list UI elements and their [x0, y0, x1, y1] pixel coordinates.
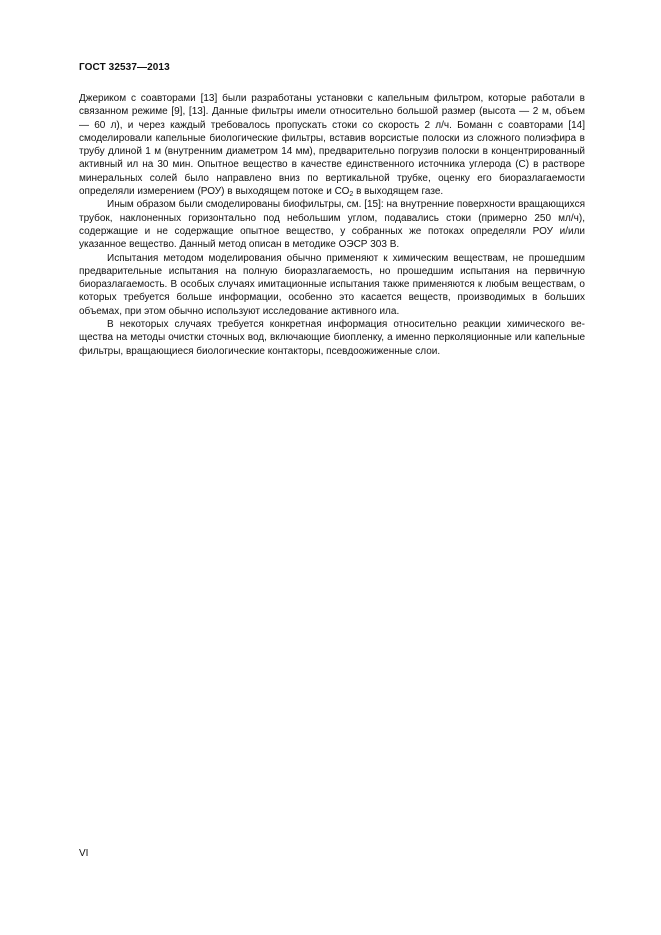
- paragraph-2-text: Иным образом были смоделированы биофильтры, см. [15]: на внутренние поверхности вращающихся трубок, наклоненных горизонтально под небольшим углом, подавались стоки (примерно 250 мл/ч), содержащие и не содержащие опытное вещество, у собранных же потоках определяли РОУ и/или указанное вещество. Данный метод описан в методике ОЭСР 303 В.: [79, 199, 585, 251]
- main-text: [79, 92, 585, 358]
- paragraph-1: [79, 92, 585, 198]
- paragraph-4: [79, 318, 585, 358]
- paragraph-2: [79, 198, 585, 251]
- paragraph-1-tail: в выходящем газе.: [353, 186, 444, 198]
- document-header: [79, 62, 170, 73]
- paragraph-1-text: Джериком с соавторами [13] были разработаны установки с капельным фильтром, которые работали в связанном режиме [9], [13]. Данные фильтры имели относительно большой размер (высота — 2 м, объем — 60 л), и через каждый требовалось пропускать стоки со скорость 2 л/ч. Боманн с соавторами [14] смоделировали капельные биологические фильтры, вставив ворсистые полоски из сложного полиэфира в трубу длиной 1 м (внутренним диаметром 14 мм), предварительно погрузив полоски в концентрированный активный ил на 30 мин. Опытное вещество в качестве единственного источника углерода (С) в растворе минеральных солей было направлено вниз по вертикальной трубке, оценку его биоразлагаемости определяли измерением (РОУ) в выходящем потоке и СО: [79, 93, 585, 198]
- page-footer: [79, 848, 88, 859]
- paragraph-4-text: В некоторых случаях требуется конкретная информация относительно реакции химического вещества на методы очистки сточных вод, включающие биопленку, а именно перколяционные или капельные фильтры, вращающиеся биологические контакторы, псевдоожиженные слои.: [79, 319, 585, 357]
- paragraph-3: [79, 252, 585, 318]
- standard-code: ГОСТ 32537—2013: [79, 62, 170, 73]
- page-number: VI: [79, 848, 89, 859]
- paragraph-3-text: Испытания методом моделирования обычно применяют к химическим веществам, не прошедшим предварительные испытания на полную биоразлагаемость, но прошедшим испытания на первичную биоразлагаемость. В особых случаях имитационные испытания также применяются к любым веществам, о которых требуется больше информации, особенно это касается веществ, производимых в больших объемах, при этом обычно используют исследование активного ила.: [79, 252, 585, 317]
- co2-subscript: 2: [349, 191, 354, 199]
